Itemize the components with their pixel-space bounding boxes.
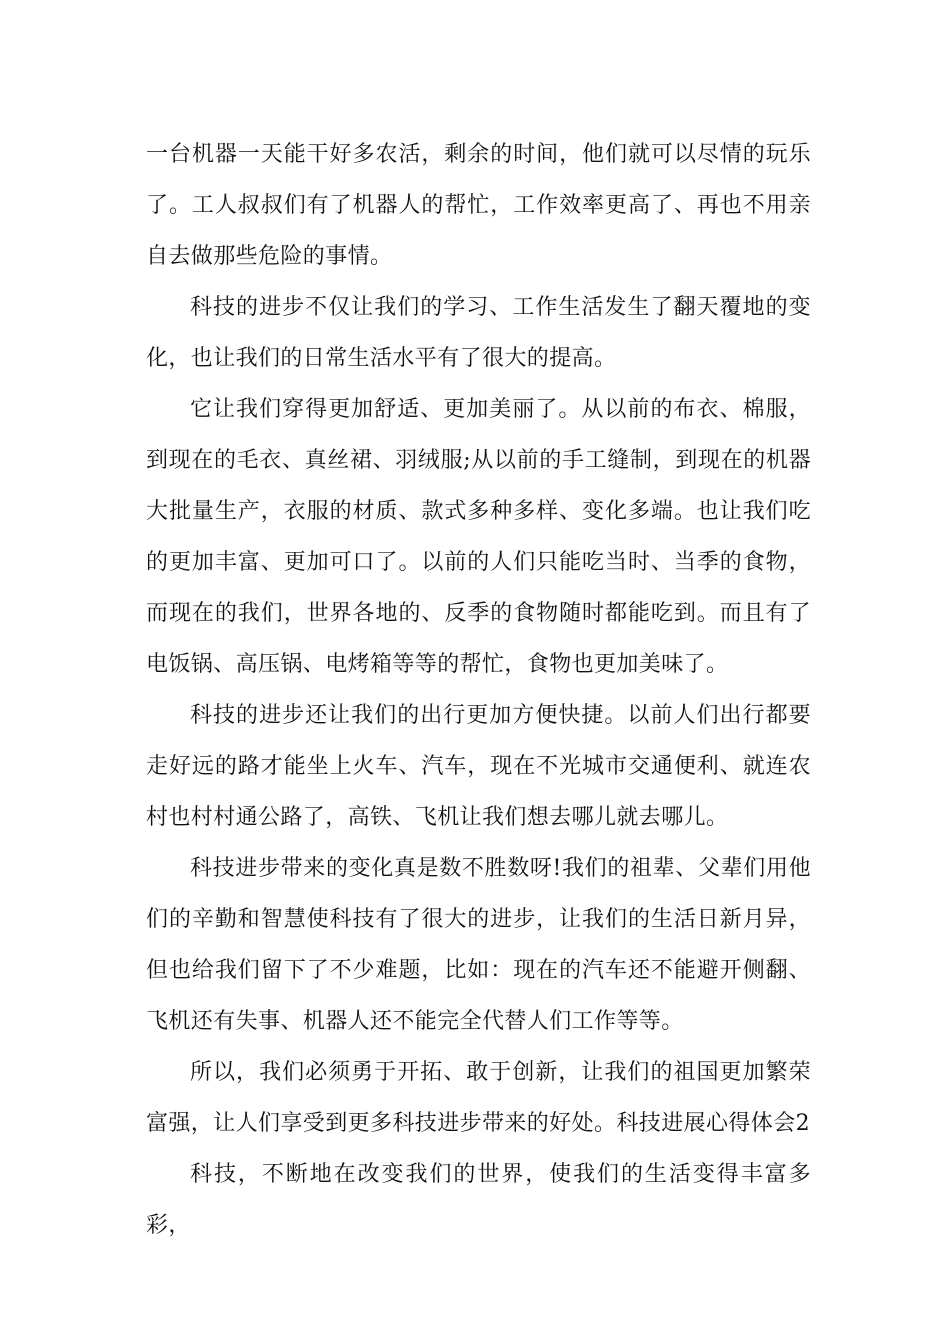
document-body xyxy=(146,129,811,1251)
paragraph-2: 科技的进步不仅让我们的学习、工作生活发生了翻天覆地的变化，也让我们的日常生活水平有了很大的提高。 xyxy=(146,295,811,371)
paragraph-7: 科技，不断地在改变我们的世界，使我们的生活变得丰富多彩， xyxy=(146,1162,811,1238)
paragraph-4: 科技的进步还让我们的出行更加方便快捷。以前人们出行都要走好远的路才能坐上火车、汽车，现在不光城市交通便利、就连农村也村村通公路了，高铁、飞机让我们想去哪儿就去哪儿。 xyxy=(146,703,811,830)
paragraph-6: 所以，我们必须勇于开拓、敢于创新，让我们的祖国更加繁荣富强，让人们享受到更多科技进步带来的好处。科技进展心得体会2 xyxy=(146,1060,811,1136)
paragraph-1: 一台机器一天能干好多农活，剩余的时间，他们就可以尽情的玩乐了。工人叔叔们有了机器人的帮忙，工作效率更高了、再也不用亲自去做那些危险的事情。 xyxy=(146,142,811,269)
paragraph-3: 它让我们穿得更加舒适、更加美丽了。从以前的布衣、棉服，到现在的毛衣、真丝裙、羽绒服;从以前的手工缝制，到现在的机器大批量生产，衣服的材质、款式多种多样、变化多端。也让我们吃的更加丰富、更加可口了。以前的人们只能吃当时、当季的食物，而现在的我们，世界各地的、反季的食物随时都能吃到。而且有了电饭锅、高压锅、电烤箱等等的帮忙，食物也更加美味了。 xyxy=(146,397,811,677)
paragraph-5: 科技进步带来的变化真是数不胜数呀!我们的祖辈、父辈们用他们的辛勤和智慧使科技有了很大的进步，让我们的生活日新月异，但也给我们留下了不少难题，比如：现在的汽车还不能避开侧翻、飞机还有失事、机器人还不能完全代替人们工作等等。 xyxy=(146,856,811,1034)
